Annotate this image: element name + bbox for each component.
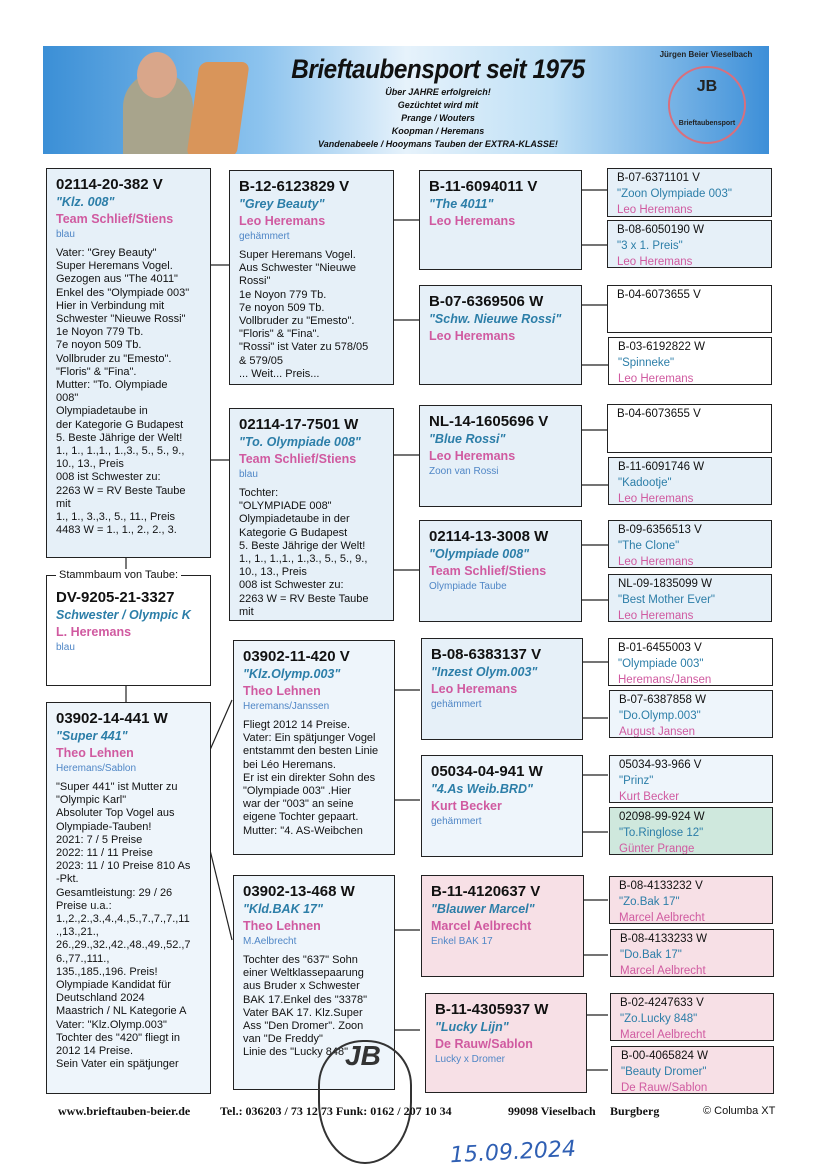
pigeon-name: "Klz.Olymp.003" xyxy=(243,667,341,681)
pedigree-card-gen4[interactable] xyxy=(608,520,772,568)
breeder-name: Kurt Becker xyxy=(431,799,502,813)
pigeon-color: Zoon van Rossi xyxy=(429,466,499,477)
ring-number: 03902-13-468 W xyxy=(243,883,355,900)
ring-number: B-08-4133232 V xyxy=(619,880,703,892)
ring-number: 03902-11-420 V xyxy=(243,648,350,665)
logo-initials: JB xyxy=(696,78,718,95)
pigeon-description: Tochter: "OLYMPIADE 008" Olympiadetaube in der Kategorie G Budapest 5. Beste Jährige der Welt! 1., 1., 1.,1., 1.,3., 5., 5., 9., 10., 13., Preis 008 ist Schwester zu: 2263 W = RV Beste Taube mit xyxy=(239,487,369,618)
breeder-name: Leo Heremans xyxy=(429,329,516,343)
pigeon-name: "To. Olympiade 008" xyxy=(239,435,361,449)
ring-number: B-12-6123829 V xyxy=(239,178,350,195)
breeder-name: Team Schlief/Stiens xyxy=(239,452,357,466)
ring-number: 05034-04-941 W xyxy=(431,763,543,780)
pedigree-card-gen2[interactable] xyxy=(229,170,394,385)
breeder-name: De Rauw/Sablon xyxy=(435,1037,533,1051)
ring-number: NL-14-1605696 V xyxy=(429,413,549,430)
pedigree-card-gen3[interactable] xyxy=(419,170,582,270)
pedigree-card-gen4[interactable] xyxy=(609,807,773,855)
pedigree-label: Stammbaum von Taube: xyxy=(56,569,181,581)
pigeon-color: Heremans/Sablon xyxy=(56,763,137,774)
breeder-name: Team Schlief/Stiens xyxy=(429,564,547,578)
pigeon-description: "Super 441" ist Mutter zu "Olympic Karl" Absoluter Top Vogel aus Olympiade-Tauben! 2021: 7 / 5 Preise 2022: 11 / 11 Preise 2023: 11 / 10 Preise 810 As -Pkt. Gesamtleistung: 29 / 26 Preise u.a.: 1.,2.,2.,3.,4.,4.,5.,7.,7.,7.,11 .,13.,21., 26.,29.,32.,42.,48.,49.,52.,7 6.,77.,111., 135.,185.,196. Preis! Olympiade Kandidat für Deutschland 2024 Maastrich / NL Kategorie A Vater: "Klz.Olymp.003" Tochter des "420" fliegt in 2012 14 Preise. Sein Vater ein spätjunger xyxy=(56,781,191,1071)
breeder-name: De Rauw/Sablon xyxy=(621,1082,708,1094)
pigeon-name: "4.As Weib.BRD" xyxy=(431,782,533,796)
ring-number: B-09-6356513 V xyxy=(618,524,702,536)
pigeon-name: "Kadootje" xyxy=(618,477,672,489)
ring-number: 05034-93-966 V xyxy=(619,759,702,771)
pedigree-card-gen4[interactable] xyxy=(611,1046,774,1094)
stamp-initials: JB xyxy=(345,1040,381,1071)
pedigree-card-gen4[interactable] xyxy=(607,285,772,333)
ring-number: B-07-6369506 W xyxy=(429,293,544,310)
breeder-name: Leo Heremans xyxy=(618,556,694,568)
pigeon-color: gehämmert xyxy=(431,699,482,710)
footer-website[interactable]: www.brieftauben-beier.de xyxy=(58,1104,191,1118)
breeder-name: Leo Heremans xyxy=(429,214,516,228)
pedigree-card-gen4[interactable] xyxy=(608,337,772,385)
breeder-name: L. Heremans xyxy=(56,625,132,639)
breeder-name: Team Schlief/Stiens xyxy=(56,212,174,226)
footer-copyright: © Columba XT xyxy=(703,1105,776,1117)
ring-number: B-01-6455003 V xyxy=(618,642,702,654)
pigeon-name: "3 x 1. Preis" xyxy=(617,240,683,252)
breeder-name: Leo Heremans xyxy=(618,493,694,505)
pigeon-description: Fliegt 2012 14 Preise. Vater: Ein spätjunger Vogel entstammt den besten Linie bei Léo Heremans. Er ist ein direkter Sohn des "Olympiade 003" .Hier war der "003" an seine eigene Tochter gepaart. Mutter: "4. AS-Weibchen xyxy=(243,719,379,837)
connector-line xyxy=(210,850,232,940)
pedigree-card-gen2[interactable] xyxy=(229,408,394,621)
footer-place: Burgberg xyxy=(610,1104,660,1118)
breeder-name: Marcel Aelbrecht xyxy=(431,919,532,933)
ring-number: B-11-4305937 W xyxy=(435,1001,549,1018)
pedigree-card-gen4[interactable] xyxy=(609,876,773,924)
pigeon-color: gehämmert xyxy=(431,816,482,827)
pigeon-description: Vater: "Grey Beauty" Super Heremans Vogel. Gezogen aus "The 4011" Enkel des "Olympiade 003" Hier in Verbindung mit Schwester "Nieuwe Rossi" 1e Noyon 779 Tb. 7e noyon 509 Tb. Vollbruder zu "Emesto". "Floris" & "Fina". Mutter: "To. Olympiade 008" Olympiadetaube in der Kategorie G Budapest 5. Beste Jährige der Welt! 1., 1., 1.,1., 1.,3., 5., 5., 9., 10., 13., Preis 008 ist Schwester zu: 2263 W = RV Beste Taube mit 1., 1., 3.,3., 5., 11., Preis 4483 W = 1., 1., 2., 2., 3. xyxy=(56,247,190,537)
pedigree-card-gen3[interactable] xyxy=(419,405,582,507)
ring-number: 03902-14-441 W xyxy=(56,710,168,727)
ring-number: 02114-17-7501 W xyxy=(239,416,359,433)
breeder-name: Leo Heremans xyxy=(617,204,693,216)
pedigree-card-gen4[interactable] xyxy=(610,929,774,977)
breeder-name: Leo Heremans xyxy=(618,610,694,622)
pigeon-name: "Blue Rossi" xyxy=(429,432,506,446)
pigeon-name: "Zoon Olympiade 003" xyxy=(617,188,732,200)
breeder-name: August Jansen xyxy=(619,726,696,738)
pigeon-color: Lucky x Dromer xyxy=(435,1054,506,1065)
pedigree-card-mother[interactable] xyxy=(46,702,211,1094)
breeder-name: Theo Lehnen xyxy=(243,919,321,933)
header-title: Brieftaubensport seit 1975 xyxy=(291,54,585,84)
pigeon-name: Schwester / Olympic K xyxy=(56,608,191,622)
pedigree-card-gen4[interactable] xyxy=(610,993,774,1041)
pedigree-card-gen4[interactable] xyxy=(607,404,772,453)
pigeon-color: Heremans/Janssen xyxy=(243,701,330,712)
pedigree-card-gen3[interactable] xyxy=(419,285,582,385)
ring-number: 02114-13-3008 W xyxy=(429,528,549,545)
pigeon-name: "Do.Olymp.003" xyxy=(619,710,701,722)
ring-number: B-04-6073655 V xyxy=(617,289,701,301)
pedigree-card-gen4[interactable] xyxy=(609,755,773,803)
pigeon-name: "Klz. 008" xyxy=(56,195,115,209)
footer-phone: Tel.: 036203 / 73 12 73 Funk: 0162 / 207 10 34 xyxy=(220,1104,452,1118)
pigeon-name: "Zo.Lucky 848" xyxy=(620,1013,698,1025)
pigeon-name: "Beauty Dromer" xyxy=(621,1066,707,1078)
pedigree-card-gen4[interactable] xyxy=(607,168,772,217)
breeder-name: Günter Prange xyxy=(619,843,695,855)
ring-number: B-04-6073655 V xyxy=(617,408,701,420)
ring-number: B-11-6094011 V xyxy=(429,178,538,195)
pigeon-name: "The Clone" xyxy=(618,540,680,552)
pigeon-name: "Grey Beauty" xyxy=(239,197,325,211)
pedigree-card-subject[interactable] xyxy=(46,575,211,686)
pedigree-card-gen2[interactable] xyxy=(233,640,395,855)
ring-number: B-07-6387858 W xyxy=(619,694,706,706)
pedigree-card-gen3[interactable] xyxy=(421,875,584,977)
ring-number: DV-9205-21-3327 xyxy=(56,589,175,606)
pigeon-color: Enkel BAK 17 xyxy=(431,936,493,947)
breeder-name: Leo Heremans xyxy=(429,449,516,463)
pedigree-card-gen3[interactable] xyxy=(419,520,582,622)
pigeon-color: blau xyxy=(239,469,258,480)
pigeon-name: "Olympiade 008" xyxy=(429,547,530,561)
breeder-name: Marcel Aelbrecht xyxy=(619,912,705,924)
header-line: Gezüchtet wird mit xyxy=(397,100,479,110)
pedigree-card-gen3[interactable] xyxy=(421,638,583,740)
header-line: Koopman / Heremans xyxy=(391,126,485,136)
ring-number: B-11-4120637 V xyxy=(431,883,541,900)
pigeon-color: blau xyxy=(56,229,75,240)
breeder-name: Marcel Aelbrecht xyxy=(620,1029,706,1041)
ring-number: 02098-99-924 W xyxy=(619,811,705,823)
pedigree-card-gen3[interactable] xyxy=(425,993,587,1093)
pigeon-color: blau xyxy=(56,642,75,653)
pigeon-description: Tochter des "637" Sohn einer Weltklassepaarung aus Bruder x Schwester BAK 17.Enkel des "3378" Vater BAK 17. Klz.Super Ass "Den Dromer". Zoon van "De Freddy" Linie des "Lucky 848" xyxy=(243,954,368,1059)
signature-date: 15.09.2024 xyxy=(449,1136,577,1169)
ring-number: B-07-6371101 V xyxy=(617,172,700,184)
ring-number: B-03-6192822 W xyxy=(618,341,705,353)
ring-number: B-08-6383137 V xyxy=(431,646,542,663)
ring-number: B-00-4065824 W xyxy=(621,1050,708,1062)
breeder-name: Leo Heremans xyxy=(617,256,693,268)
pigeon-color: gehämmert xyxy=(239,231,290,242)
ring-number: B-08-6050190 W xyxy=(617,224,704,236)
pedigree-card-gen4[interactable] xyxy=(607,220,772,268)
ring-number: NL-09-1835099 W xyxy=(618,578,712,590)
ring-number: B-08-4133233 W xyxy=(620,933,707,945)
pedigree-card-gen4[interactable] xyxy=(609,690,773,738)
pigeon-name: "Zo.Bak 17" xyxy=(619,896,680,908)
logo-subtitle: Brieftaubensport xyxy=(678,120,736,127)
connector-line xyxy=(210,700,232,750)
breeder-name: Theo Lehnen xyxy=(243,684,321,698)
logo-title: Jürgen Beier Vieselbach xyxy=(659,50,753,59)
header-line: Über JAHRE erfolgreich! xyxy=(385,87,491,97)
pedigree-card-gen3[interactable] xyxy=(421,755,583,857)
breeder-name: Marcel Aelbrecht xyxy=(620,965,706,977)
pigeon-name: "Blauwer Marcel" xyxy=(431,902,535,916)
breeder-name: Leo Heremans xyxy=(239,214,326,228)
pigeon-name: "Kld.BAK 17" xyxy=(243,902,323,916)
pigeon-name: "Inzest Olym.003" xyxy=(431,665,538,679)
pedigree-card-gen4[interactable] xyxy=(608,574,772,622)
pigeon-name: "Olympiade 003" xyxy=(618,658,704,670)
ring-number: B-02-4247633 V xyxy=(620,997,704,1009)
pigeon-name: "The 4011" xyxy=(429,197,494,211)
header-line: Vandenabeele / Hooymans Tauben der EXTRA-KLASSE! xyxy=(318,139,558,149)
ring-number: B-11-6091746 W xyxy=(618,461,705,473)
pedigree-card-gen4[interactable] xyxy=(608,457,772,505)
pedigree-card-gen4[interactable] xyxy=(608,638,773,686)
breeder-name: Kurt Becker xyxy=(619,791,680,803)
pigeon-name: "Do.Bak 17" xyxy=(620,949,682,961)
pigeon-color: M.Aelbrecht xyxy=(243,936,297,947)
pigeon-name: "Prinz" xyxy=(619,775,654,787)
pigeon-description: Super Heremans Vogel. Aus Schwester "Nieuwe Rossi" 1e Noyon 779 Tb. 7e noyon 509 Tb. Vollbruder zu "Emesto". "Floris" & "Fina". "Rossi" ist Vater zu 578/05 & 579/05 ... Weit... Preis... xyxy=(239,249,369,380)
pigeon-name: "Spinneke" xyxy=(618,357,675,369)
pigeon-name: "To.Ringlose 12" xyxy=(619,827,704,839)
ring-number: 02114-20-382 V xyxy=(56,176,163,193)
pigeon-name: "Super 441" xyxy=(56,729,128,743)
breeder-name: Heremans/Jansen xyxy=(618,674,712,686)
header-line: Prange / Wouters xyxy=(401,113,475,123)
breeder-name: Theo Lehnen xyxy=(56,746,134,760)
footer-city: 99098 Vieselbach xyxy=(508,1104,596,1118)
pigeon-name: "Best Mother Ever" xyxy=(618,594,716,606)
pigeon-color: Olympiade Taube xyxy=(429,581,507,592)
pigeon-name: "Lucky Lijn" xyxy=(435,1020,509,1034)
pedigree-card-father[interactable] xyxy=(46,168,211,558)
pigeon-name: "Schw. Nieuwe Rossi" xyxy=(429,312,562,326)
breeder-name: Leo Heremans xyxy=(431,682,518,696)
breeder-name: Leo Heremans xyxy=(618,373,694,385)
